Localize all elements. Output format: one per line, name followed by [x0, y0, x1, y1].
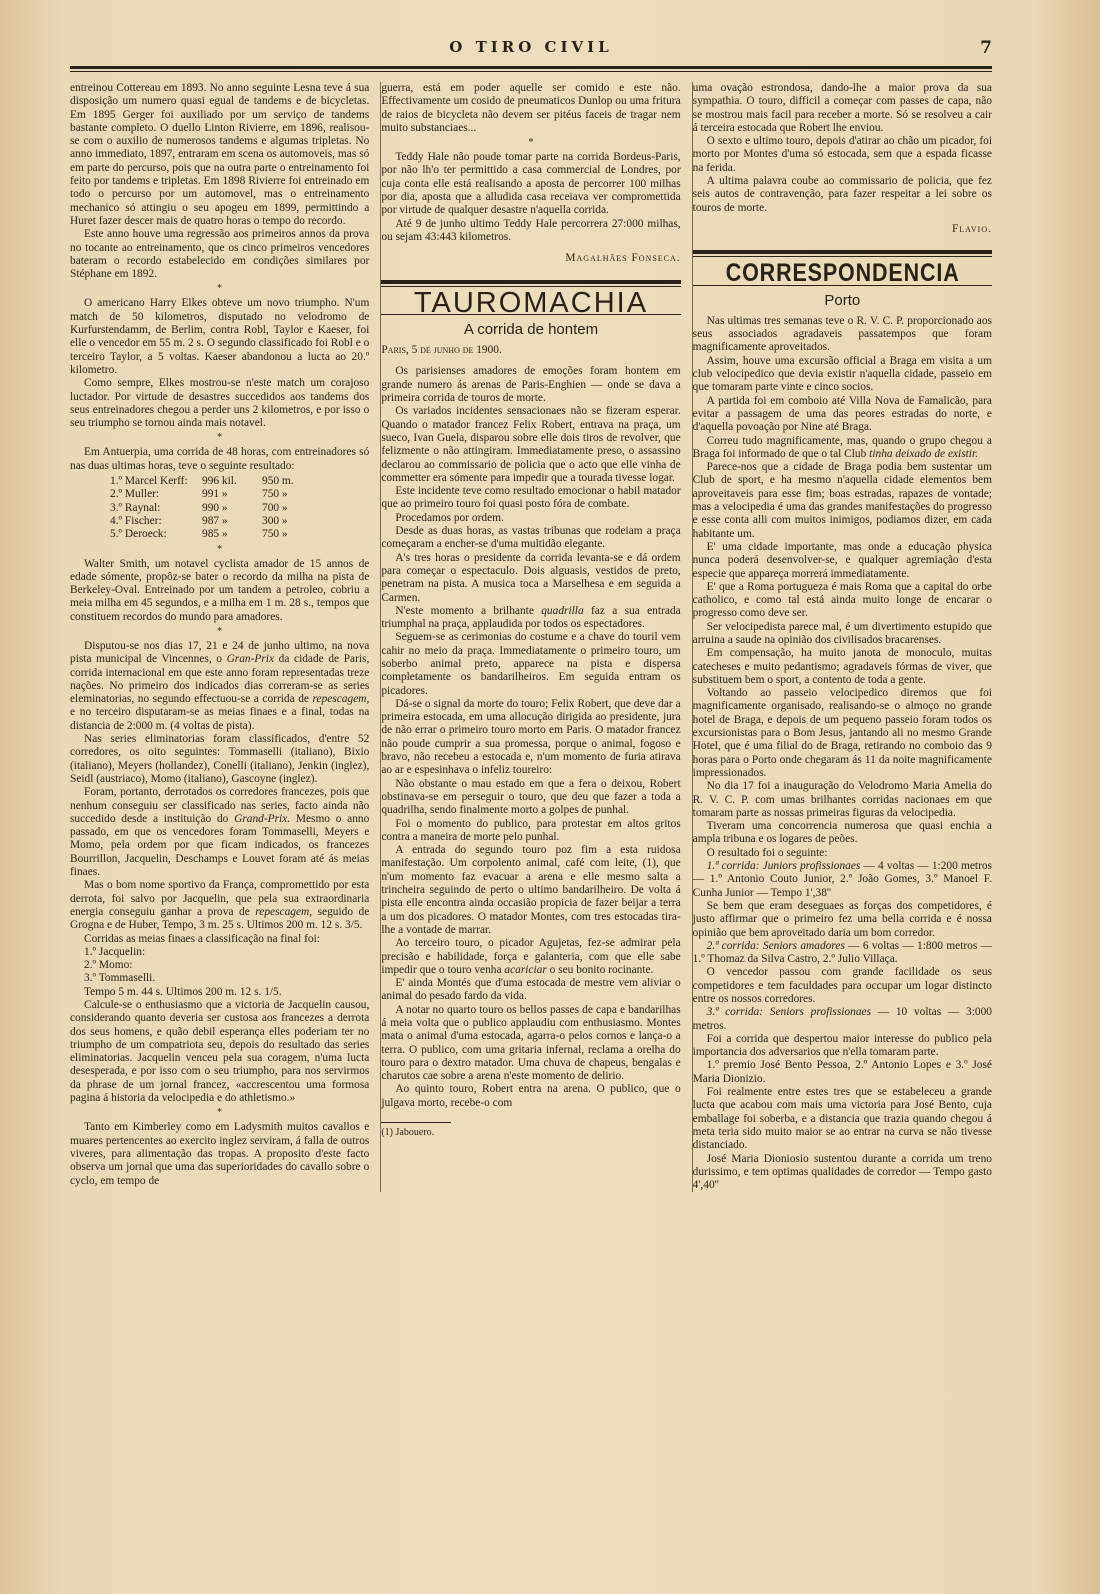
result-m: 300 »: [262, 514, 288, 527]
results-table: [110, 475, 369, 541]
paragraph: Ser velocipedista parece mal, é um divertimento estupido que arruina a saude na opinião dos civilisados bracarenses.: [692, 620, 992, 646]
article-subheading: A corrida de hontem: [463, 320, 599, 338]
separator-star: *: [217, 1107, 223, 1119]
paragraph: Dá-se o signal da morte do touro; Felix Robert, que deve dar a primeira estocada, em uma allocução dirigida ao presidente, jura de não errar o primeiro touro morto em Paris. O matador francez não poude cumprir a sua promessa, porque o animal, fogoso e bravo, não recebeu a estocada e, n'um momento de furia atirava ao ar e espesinhava o infeliz toureiro:: [381, 697, 681, 777]
article-subheading: Porto: [824, 291, 861, 309]
header-rule: [70, 66, 992, 72]
paragraph: Tempo 5 m. 44 s. Ultimos 200 m. 12 s. 1/5.: [84, 985, 282, 998]
paragraph: Desde as duas horas, as vastas tribunas que rodeiam a praça começaram a encher-se d'uma multidão elegante.: [381, 525, 681, 551]
masthead: [70, 38, 992, 60]
paragraph: Voltando ao passeio velocipedico diremos que foi magnificamente organisado, realisando-se o almoço no grande hotel de Braga, e depois de um pequeno passeio foram todos os excursionistas para o Bom Jesus, jantando ali no mesmo Grande Hotel, que é uma filial do de Braga, retirando no comboio das 9 horas para o Porto onde chegaram ás 11 da noite magnificamente impressionados.: [692, 687, 992, 779]
text-run-italic: Gran-Prix: [226, 653, 275, 666]
separator-star: *: [217, 625, 223, 637]
result-km: 996 kil.: [202, 475, 237, 488]
text-run: Correu tudo magnificamente, mas, quando o grupo chegou a Braga foi informado de que o tal Club: [692, 434, 992, 460]
paragraph: [381, 937, 680, 977]
paragraph: A entrada do segundo touro poz fim a esta ruidosa manifestação. Um corpolento animal, café com leite, (1), que n'um momento faz evacuar a arena e elle mesmo salta a trincheira seguindo de perto o ultimo bandarilheiro. De volta á pista elle encontra ainda occasião propicia de fazer beijar a terra a um dos picadores. O matador Montes, com tres estocadas tira-lhe a vontade de marrar.: [381, 844, 681, 936]
columns: [70, 82, 992, 1192]
result-km: 991 »: [202, 488, 228, 501]
paragraph: [693, 1006, 992, 1033]
text-run-italic: repescagem,: [312, 693, 370, 706]
text-run: faz a sua entrada triumphal na praça, applaudida por todos os espectadores.: [381, 604, 681, 631]
paragraph: Foi o momento do publico, para protestar em altos gritos contra a maneira de morte pelo punhal.: [381, 817, 681, 843]
text-run: o seu bonito rocinante.: [546, 963, 654, 976]
paragraph: No dia 17 foi a inauguração do Velodromo Maria Amelia do R. V. C. P. com umas brilhantes corridas nacionaes em que tomaram parte as nossas primeiras figuras da velocipedia.: [692, 780, 992, 819]
publication-title: O TIRO CIVIL: [449, 38, 613, 56]
paragraph: Foi a corrida que despertou maior interesse do publico pela importancia dos adversarios que n'ella tomaram parte.: [692, 1032, 992, 1059]
paragraph: Ao quinto touro, Robert entra na arena. O publico, que o julgava morto, recebe-o com: [381, 1083, 681, 1109]
paragraph: Seguem-se as cerimonias do costume e a chave do touril vem cahir no meio da praça. Immediatamente o primeiro touro, um soberbo animal preto, apparece na pista e dispersa completamente os bandarilheiros. Em seguida entram os picadores.: [381, 631, 681, 697]
text-run: Foram, portanto, derrotados os corredores francezes, pois que nenhum conseguiu ser classificado nas series, facto ainda não succedido desde a instituição do: [70, 786, 370, 825]
paragraph: Foi realmente entre estes tres que se estabeleceu a grande lucta que acabou com mais uma victoria para José Bento, cuja emballage foi soberba, e a distancia que trazia quando chegou á meta teria sido muito maior se ao entrar na curva se não tivesse distanciado.: [692, 1086, 992, 1152]
paragraph: A's tres horas o presidente da corrida levanta-se e dá ordem para começar o espectaculo. Dois alguasis, vestidos de preto, penetram na pista. A musica toca a Marselhesa e em seguida a Carmen.: [381, 551, 681, 604]
paragraph: Corridas as meias finaes a classificação na final foi:: [84, 932, 320, 945]
footnote: (1) Jabouero.: [381, 1127, 435, 1139]
paragraph: [70, 879, 369, 932]
paragraph: Calcule-se o enthusiasmo que a victoria de Jacquelin causou, considerando quanto deveria ser custosa aos francezes a derrota dos seus homens, e quão debil esperança elles poderiam ter no triumpho de um compatriota seu, depois do resultado das series eliminatorias. Jacquelin venceu pela sua coragem, n'uma lucta desesperada, e por isso com o seu triumpho, para nos servirmos da phrase de um jornal francez, «accrescentou uma formosa pagina á historia da velocipedia e do athletismo.»: [70, 999, 370, 1105]
paragraph: [693, 860, 992, 900]
paragraph: Tiveram uma concorrencia numerosa que quasi enchia a ampla tribuna e os logares de peões.: [692, 820, 992, 846]
paragraph: O vencedor passou com grande facilidade os seus competidores e tem faculdades para occupar um logar distincto entre os nossos corredores.: [692, 966, 992, 1005]
paragraph: [70, 640, 369, 733]
text-run: — 4 voltas — 1:200 metros — 1.º Antonio Couto Junior, 2.º João Gomes, 3.º Manoel F. Cunha Junior — Tempo 1',38'': [692, 860, 992, 899]
final-item: 3.º Tommaselli.: [84, 972, 156, 985]
paragraph: Os parisienses amadores de emoções foram hontem em grande numero ás arenas de Paris-Enghien — onde se dava a primeira corrida de touros de morte.: [381, 365, 681, 405]
separator-star: *: [528, 137, 534, 149]
paragraph: Os variados incidentes sensacionaes não se fizeram esperar. Quando o matador francez Felix Robert, entrava na praça, um sueco, Ivan Guela, disparou sobre elle dois tiros de revolver, que felizmente o não attingiram. Immediatamente preso, o assassino declarou ao commissario de policia que o acto que elle vinha de commetter era sómente para impedir que a tourada tivesse logar.: [381, 405, 681, 484]
paragraph: Teddy Hale não poude tomar parte na corrida Bordeus-Paris, por não lh'o ter permittido a casa commercial de Londres, por cuja conta elle está realisando a aposta de percorrer 100 milhas por dia, aposta que a alludida casa receiava ver compromettida por virtude de qualquer desastre n'aquella corrida.: [381, 151, 681, 217]
text-run: da cidade de Paris, corrida internacional em que este anno foram representadas treze nações. No primeiro dos indicados dias correram-se as series eleminatorias, no segundo effectuou-se a corrida de: [70, 653, 370, 706]
final-list: [84, 946, 369, 986]
text-run-italic: 3.ª corrida: Seniors profissionaes: [706, 1006, 871, 1019]
result-name: 2.º Muller:: [110, 488, 160, 501]
paragraph: Em Antuerpia, uma corrida de 48 horas, com entreinadores só nas duas ultimas horas, teve o seguinte resultado:: [70, 446, 370, 472]
text-run: seguido de Grogna e de Huber, Tempo, 3 m. 25 s. Ultimos 200 m. 12 s. 3/5.: [70, 905, 370, 932]
result-row: [110, 502, 369, 515]
paragraph: O americano Harry Elkes obteve um novo triumpho. N'um match de 50 kilometros, disputado no velodromo de Kurfurstendamm, de Berlim, contra Robl, Taylor e Kaeser, foi elle o vencedor em 55 m. 2 s. O segundo classificado foi Robl e o terceiro Taylor, a 5 voltas. Kaeser abandonou a lucta ao 20.º kilometro.: [70, 297, 370, 376]
author-signature: Magalhães Fonseca.: [565, 252, 681, 265]
paragraph: [381, 605, 680, 632]
paragraph: [693, 435, 992, 462]
paragraph: E' ainda Montés que d'uma estocada de mestre vem aliviar o animal do pesado fardo da vida.: [381, 977, 681, 1003]
result-row: [110, 488, 369, 501]
paragraph: [70, 786, 369, 879]
text-run-italic: 2.ª corrida: Seniors amadores: [706, 939, 845, 952]
paragraph: Como sempre, Elkes mostrou-se n'este match um corajoso luctador. Por virtude de desastres succedidos aos tandems dos seus entreinadores chegou a perder uns 2 kilometros, e por isso o seu triumpho se tornou ainda mais notavel.: [70, 377, 370, 430]
section-rule: [381, 280, 680, 287]
result-m: 700 »: [262, 501, 288, 514]
column-3: [693, 82, 992, 1192]
paragraph: 1.º premio José Bento Pessoa, 2.º Antonio Lopes e 3.º José Maria Dionizio.: [692, 1059, 992, 1085]
paragraph: uma ovação estrondosa, dando-lhe a maior prova da sua sympathia. O touro, difficil a começar com passes de capa, não se mostrou mais facil para receber a morte. Só se resolveu a cair á terceira estocada que Robert lhe enviou.: [692, 82, 992, 134]
paragraph: Procedamos por ordem.: [395, 511, 504, 524]
text-run: — 6 voltas — 1:800 metros — 1.º Thomaz da Silva Castro, 2.º Julio Villaça.: [692, 939, 992, 966]
paragraph: A notar no quarto touro os bellos passes de capa e bandarilhas á meia volta que o publico applaudiu com enthusiasmo. Montes mata o animal d'uma estocada, agarra-o pelos cornos e lança-o a terra. O publico, com uma gritaria infernal, reclama a orelha do touro para o dextro matador. Uma chuva de chapeus, bengalas e charutos cae sobre a arena n'este momento de delirio.: [381, 1003, 681, 1083]
page-number: 7: [980, 38, 992, 58]
paragraph: Tanto em Kimberley como em Ladysmith muitos cavallos e muares pertencentes ao exercito inglez serviram, á falla de outros viveres, para alimentação das tropas. A proposito d'este facto observa um jornal que uma das superioridades do cavallo sobre o cyclo, em tempo de: [70, 1121, 370, 1187]
result-name: 4.º Fischer:: [110, 514, 162, 527]
text-run: Ao terceiro touro, o picador Agujetas, fez-se admirar pela precisão e habilidade, força e galanteria, com que elle sabe impedir que o touro venha: [381, 937, 681, 976]
separator-star: *: [217, 543, 223, 555]
paragraph: Até 9 de junho ultimo Teddy Hale percorrera 27:000 milhas, ou sejam 43:443 kilometros.: [381, 217, 681, 243]
text-run: N'este momento a brilhante: [395, 604, 542, 617]
paragraph: Este incidente teve como resultado emocionar o habil matador que ao primeiro touro foi quasi posto fóra de combate.: [381, 485, 681, 511]
column-1: [70, 82, 369, 1192]
text-run-italic: acariciar: [504, 963, 547, 976]
paragraph: Assim, houve uma excursão official a Braga em visita a um club velocipedico que devia existir n'aquella cidade, passeio em que tomaram parte vinte e cinco socios.: [692, 354, 992, 394]
paragraph: Em compensação, ha muito janota de monoculo, muitas catecheses e muito pedantismo; agradaveis fórmas de viver, que substituem bem o sport, a contento de toda a gente.: [692, 647, 992, 686]
paragraph: guerra, está em poder aquelle ser comido e este não. Effectivamente um cosido de pneumaticos Dunlop ou uma fritura de raios de bicycleta não devem ser pitéus faceis de tragar nem muito substanciaes...: [381, 82, 681, 134]
paragraph: A ultima palavra coube ao commissario de policia, que fez seis autos de contravenção, para fazer respeitar a lei sobre os touros de morte.: [692, 175, 992, 214]
text-run: — 10 voltas — 3:000 metros.: [692, 1006, 992, 1032]
author-signature: Flavio.: [951, 222, 992, 235]
final-item: 2.º Momo:: [84, 959, 133, 972]
text-run-italic: Grand-Prix.: [234, 812, 291, 825]
text-run: Disputou-se nos dias 17, 21 e 24 de junho ultimo, na nova pista municipal de Vincennes, o: [70, 639, 370, 666]
result-km: 985 »: [202, 528, 228, 541]
result-name: 1.º Marcel Kerff:: [110, 475, 188, 488]
result-row: [110, 528, 369, 541]
result-name: 3.º Raynal:: [110, 501, 161, 514]
result-m: 950 m.: [262, 475, 294, 488]
paragraph: Nas ultimas tres semanas teve o R. V. C. P. proporcionado aos seus associados agradaveis passatempos que foram magnificamente aproveitados.: [692, 314, 992, 354]
paragraph: Walter Smith, um notavel cyclista amador de 15 annos de edade sómente, propôz-se bater o recordo da milha na pista de Berkeley-Oval. Entreinado por um tandem a petroleo, cobriu a meia milha em 45 segundos, e a milha em 1 m. 28 s., tempos que constituem recordos do mundo para amadores.: [70, 557, 370, 623]
separator-star: *: [217, 283, 223, 295]
result-km: 990 »: [202, 501, 228, 514]
paragraph: entreinou Cottereau em 1893. No anno seguinte Lesna teve á sua disposição um numero quasi egual de tandems e de bicycletas. Em 1895 Gerger foi auxiliado por um serviço de tandems bastante completo. O duello Linton Rivierre, em 1896, realisou-se com o auxilio de numerosos tandems e algumas tripletas. No anno immediato, 1897, entraram em scena os automoveis, mas só em parte do percurso, pois que na outra parte o entreinamento foi feito por tandems e tripletas. Em 1898 Rivierre foi entreinado em todo o percurso por um automovel, mas o entreinamento mechanico só attingiu o seu apogeu em 1899, permittindo a Huret fazer descer mais de quatro horas o tempo do recordo.: [70, 82, 370, 227]
text-run: Mas o bom nome sportivo da França, compromettido por esta derrota, foi salvo por Jacquelin, que pela sua extraordinaria energia conseguiu ganhar a prova de: [70, 879, 370, 918]
text-run-italic: 1.ª corrida: Juniors profissionaes: [706, 860, 861, 873]
result-m: 750 »: [262, 528, 288, 541]
text-run: Mesmo o anno passado, em que os vencedores foram Tommaselli, Meyers e Momo, pela ordem por que ficam indicados, os francezes Bourrillon, Jacquelin, Deschamps e Louvet foram até ás meias finaes.: [70, 812, 370, 879]
paragraph: [693, 940, 992, 967]
paragraph: E' que a Roma portugueza é mais Roma que a capital do orbe catholico, e como tal está ainda muito longe de encarar o progresso como deve ser.: [692, 580, 992, 620]
text-run-italic: quadrilla: [541, 604, 584, 617]
paragraph: A partida foi em comboio até Villa Nova de Famalicão, para evitar a passagem de uma das peores estradas do norte, e d'aquella povoação por Nine até Braga.: [692, 394, 992, 434]
paragraph: Parece-nos que a cidade de Braga podia bem sustentar um Club de sport, e ha mesmo n'aquella cidade elementos bem aproveitaveis para esse fim; boas estradas, rapazes de vontade; mas a velocipedia é uma das grandes manifestações do progresso e esse conta alli com muitos inimigos, podiamos dizer, em cada habitante um.: [692, 461, 992, 540]
result-m: 750 »: [262, 488, 288, 501]
paragraph: O resultado foi o seguinte:: [706, 846, 828, 859]
final-item: 1.º Jacquelin:: [84, 945, 146, 958]
result-row: [110, 515, 369, 528]
result-row: [110, 475, 369, 488]
separator-star: *: [217, 432, 223, 444]
paragraph: Não obstante o mau estado em que a fera o deixou, Robert obstinava-se em perseguir o touro, que deu que fazer a toda a quadrilha, sendo finalmente morto a golpes de punhal.: [381, 777, 681, 817]
paragraph: E' uma cidade importante, mas onde a educação physica nunca poderá desenvolver-se, e qualquer agremiação d'esta especie que appareça morrerá immediatamente.: [692, 540, 992, 580]
paragraph: Se bem que eram deseguaes as forças dos competidores, é justo affirmar que o primeiro fez uma bella corrida e é nossa opinião que bem aproveitado daria um bom corredor.: [692, 899, 992, 939]
text-run: e no terceiro disputaram-se as meias finaes e a final, todas na distancia de 2:000 m. (4 voltas de pista).: [70, 706, 370, 732]
result-name: 5.º Deroeck:: [110, 528, 167, 541]
paragraph: José Maria Dioniosio sustentou durante a corrida um treno durissimo, e tem optimas qualidades de corredor — Tempo gasto 4',40'': [692, 1152, 992, 1192]
paragraph: Nas series eliminatorias foram classificados, d'entre 52 corredores, os oito seguintes: Tommaselli (italiano), Bixio (italiano), Meyers (hollandez), Conelli (italiano), Jenkin (inglez), Seidl (austriaco), Momo (italiano), Gascoyne (inglez).: [70, 733, 370, 785]
text-run-italic: tinha deixado de existir.: [869, 447, 978, 460]
paragraph: O sexto e ultimo touro, depois d'atirar ao chão um picador, foi morto por Montes d'uma só estocada, sem que a espada ficasse na ferida.: [692, 135, 992, 174]
section-title: TAUROMACHIA: [413, 286, 649, 319]
text-run-italic: repescagem,: [255, 905, 313, 918]
section-title: CORRESPONDENCIA: [725, 259, 960, 288]
column-2: [381, 82, 680, 1192]
paragraph: Este anno houve uma regressão aos primeiros annos da prova no tocante ao entreinamento, que os cinco primeiros vencedores bateram o recordo estabelecido em condições similares por Stéphane em 1892.: [70, 228, 370, 281]
footnote-rule: [381, 1122, 451, 1123]
dateline: Paris, 5 de junho de 1900.: [381, 344, 502, 357]
section-rule: [693, 250, 992, 257]
result-km: 987 »: [202, 514, 228, 527]
